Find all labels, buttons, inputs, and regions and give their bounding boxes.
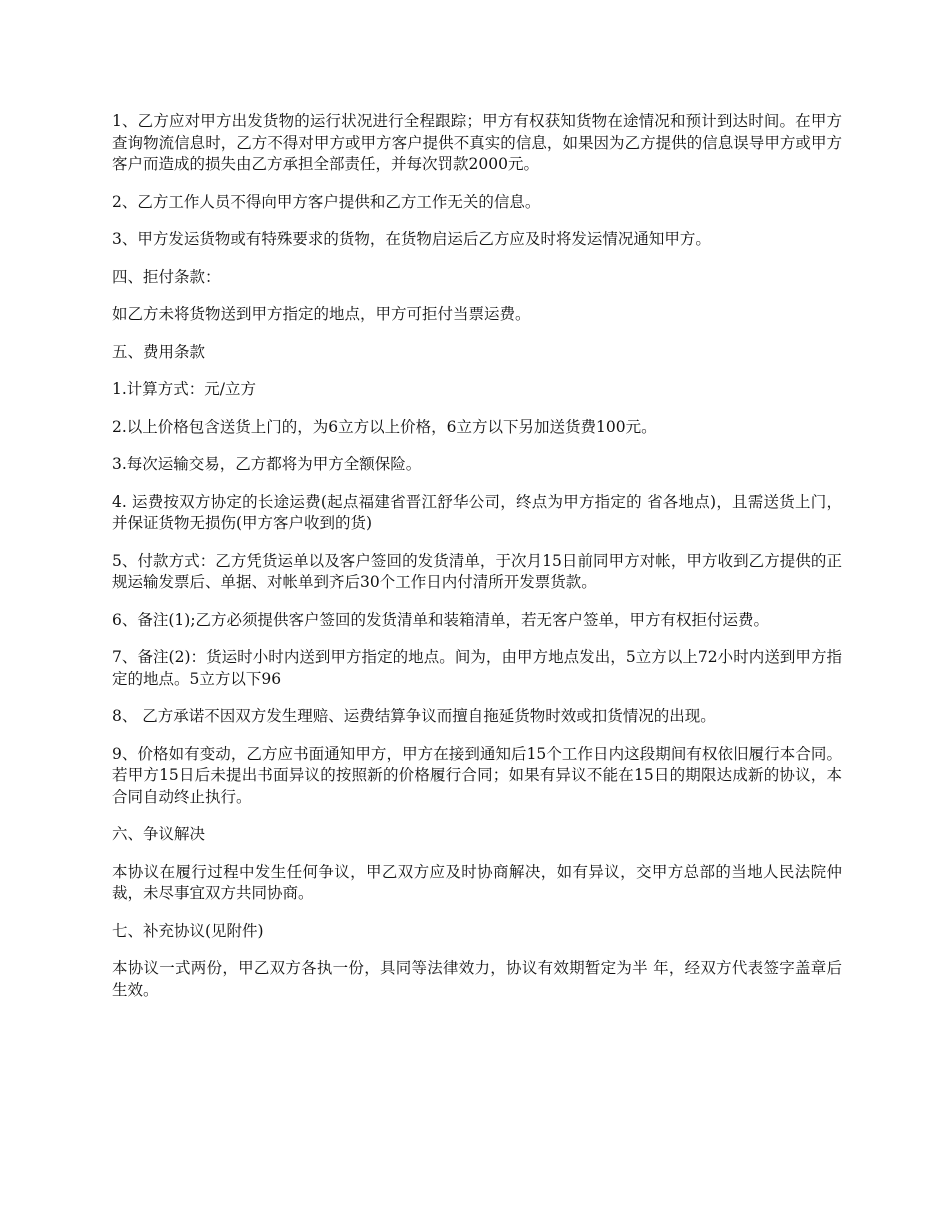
clause-fee-delivery: 2.以上价格包含送货上门的，为6立方以上价格，6立方以下另加送货费100元。	[112, 417, 657, 436]
document-body	[112, 111, 842, 1017]
clause-tracking: 1、乙方应对甲方出发货物的运行状况进行全程跟踪；甲方有权获知货物在途情况和预计到达时间。在甲方查询物流信息时，乙方不得对甲方或甲方客户提供不真实的信息，如果因为乙方提供的信息误导甲方或甲方客户而造成的损失由乙方承担全部责任，并每次罚款2000元。	[112, 112, 842, 173]
clause-validity: 本协议一式两份，甲乙双方各执一份，具同等法律效力，协议有效期暂定为半 年，经双方代表签字盖章后生效。	[112, 959, 842, 999]
clause-shipping-notice: 3、甲方发运货物或有特殊要求的货物，在货物启运后乙方应及时将发运情况通知甲方。	[112, 230, 711, 248]
clause-staff-info: 2、乙方工作人员不得向甲方客户提供和乙方工作无关的信息。	[112, 192, 541, 211]
clause-remark-1: 6、备注(1);乙方必须提供客户签回的发货清单和装箱清单，若无客户签单，甲方有权拒付运费。	[112, 610, 770, 629]
section-heading-dispute: 六、争议解决	[112, 825, 206, 843]
section-heading-refusal: 四、拒付条款：	[112, 267, 221, 286]
clause-dispute: 本协议在履行过程中发生任何争议，甲乙双方应及时协商解决，如有异议，交甲方总部的当地人民法院仲裁，未尽事宜双方共同协商。	[112, 862, 842, 902]
section-heading-fees: 五、费用条款	[112, 342, 206, 361]
clause-price-change: 9、价格如有变动，乙方应书面通知甲方，甲方在接到通知后15个工作日内这段期间有权依旧履行本合同。若甲方15日后未提出书面异议的按照新的价格履行合同；如果有异议不能在15日的期限达成新的协议，本合同自动终止执行。	[112, 744, 842, 806]
clause-no-delay: 8、 乙方承诺不因双方发生理赔、运费结算争议而擅自拖延货物时效或扣货情况的出现。	[112, 707, 716, 725]
clause-remark-2: 7、备注(2)：货运时小时内送到甲方指定的地点。间为，由甲方地点发出，5立方以上72小时内送到甲方指定的地点。5立方以下96	[112, 648, 842, 688]
section-heading-supplement: 七、补充协议(见附件)	[112, 921, 264, 940]
clause-fee-insurance: 3.每次运输交易，乙方都将为甲方全额保险。	[112, 455, 422, 473]
clause-refusal: 如乙方未将货物送到甲方指定的地点，甲方可拒付当票运费。	[112, 305, 531, 323]
clause-fee-longhaul: 4. 运费按双方协定的长途运费(起点福建省晋江舒华公司，终点为甲方指定的 省各地点)，且需送货上门，并保证货物无损伤(甲方客户收到的货)	[112, 492, 842, 532]
clause-fee-method: 1.计算方式：元/立方	[112, 380, 257, 398]
clause-payment: 5、付款方式：乙方凭货运单以及客户签回的发货清单，于次月15日前同甲方对帐，甲方收到乙方提供的正规运输发票后、单据、对帐单到齐后30个工作日内付清所开发票货款。	[112, 551, 842, 591]
